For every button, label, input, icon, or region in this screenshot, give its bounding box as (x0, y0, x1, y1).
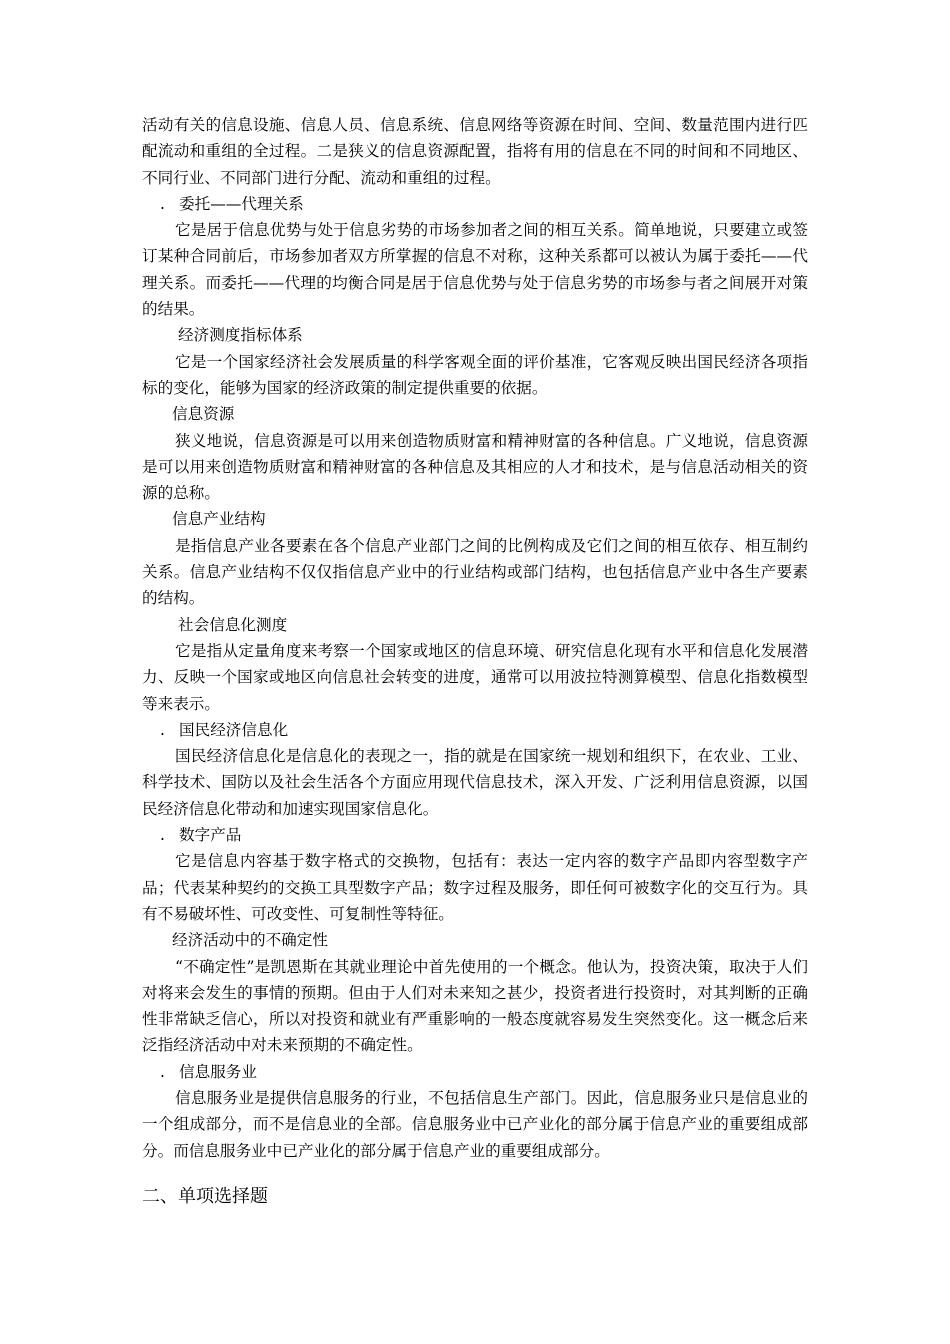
term-definition: 它是一个国家经济社会发展质量的科学客观全面的评价基准，它客观反映出国民经济各项指标的变化，能够为国家的经济政策的制定提供重要的依据。 (142, 352, 808, 397)
term-label: 信息资源 (172, 405, 235, 424)
term-definition: “不确定性”是凯恩斯在其就业理论中首先使用的一个概念。他认为，投资决策，取决于人们对将来会发生的事情的预期。但由于人们对未来知之甚少，投资者进行投资时，对其判断的正确性非常缺乏信心，所以对投资和就业有严重影响的一般态度就容易发生突然变化。这一概念后来泛指经济活动中对未来预期的不确定性。 (142, 957, 808, 1055)
term-heading (142, 322, 808, 348)
term-heading (142, 822, 808, 848)
term-label: 信息产业结构 (172, 510, 266, 529)
term-definition: 它是居于信息优势与处于信息劣势的市场参加者之间的相互关系。简单地说，只要建立或签订某种合同前后，市场参加者双方所掌握的信息不对称，这种关系都可以被认为属于委托——代理关系。而委托——代理的均衡合同是居于信息优势与处于信息劣势的市场参与者之间展开对策的结果。 (142, 221, 808, 319)
term-definition: 它是信息内容基于数字格式的交换物，包括有：表达一定内容的数字产品即内容型数字产品；代表某种契约的交换工具型数字产品；数字过程及服务，即任何可被数字化的交互行为。具有不易破坏性、可改变性、可复制性等特征。 (142, 852, 808, 923)
term-heading (142, 927, 808, 953)
intro-paragraph: 活动有关的信息设施、信息人员、信息系统、信息网络等资源在时间、空间、数量范围内进行匹配流动和重组的全过程。二是狭义的信息资源配置，指将有用的信息在不同的时间和不同地区、不同行业、不同部门进行分配、流动和重组的过程。 (142, 116, 808, 187)
term-label: 社会信息化测度 (178, 615, 288, 634)
term-heading (142, 506, 808, 532)
term-definition: 狭义地说，信息资源是可以用来创造物质财富和精神财富的各种信息。广义地说，信息资源是可以用来创造物质财富和精神财富的各种信息及其相应的人才和技术，是与信息活动相关的资源的总称。 (142, 431, 808, 503)
term-bullet: . (160, 720, 165, 739)
term-bullet: . (160, 194, 165, 213)
term-heading (142, 1059, 808, 1085)
term-heading (142, 612, 808, 638)
term-definition: 它是指从定量角度来考察一个国家或地区的信息环境、研究信息化现有水平和信息化发展潜力、反映一个国家或地区向信息社会转变的进度，通常可以用波拉特测算模型、信息化指数模型等来表示。 (142, 641, 808, 713)
term-heading (142, 191, 808, 217)
term-label: 国民经济信息化 (179, 720, 289, 739)
term-heading (142, 401, 808, 427)
term-label: 数字产品 (179, 826, 242, 845)
term-definition: 国民经济信息化是信息化的表现之一，指的就是在国家统一规划和组织下，在农业、工业、科学技术、国防以及社会生活各个方面应用现代信息技术，深入开发、广泛利用信息资源，以国民经济信息化带动和加速实现国家信息化。 (142, 747, 808, 818)
term-heading (142, 717, 808, 743)
document-page (142, 112, 808, 1210)
section-heading: 二、单项选择题 (142, 1185, 268, 1207)
term-label: 委托——代理关系 (179, 194, 304, 213)
term-label: 经济活动中的不确定性 (172, 931, 328, 950)
term-label: 经济测度指标体系 (178, 326, 303, 345)
term-label: 信息服务业 (179, 1062, 257, 1081)
term-bullet: . (160, 826, 165, 845)
term-definition: 信息服务业是提供信息服务的行业，不包括信息生产部门。因此，信息服务业只是信息业的一个组成部分，而不是信息业的全部。信息服务业中已产业化的部分属于信息产业的重要组成部分。而信息服务业中已产业化的部分属于信息产业的重要组成部分。 (142, 1088, 808, 1160)
term-definition: 是指信息产业各要素在各个信息产业部门之间的比例构成及它们之间的相互依存、相互制约关系。信息产业结构不仅仅指信息产业中的行业结构或部门结构，也包括信息产业中各生产要素的结构。 (142, 536, 808, 608)
term-bullet: . (160, 1062, 165, 1081)
